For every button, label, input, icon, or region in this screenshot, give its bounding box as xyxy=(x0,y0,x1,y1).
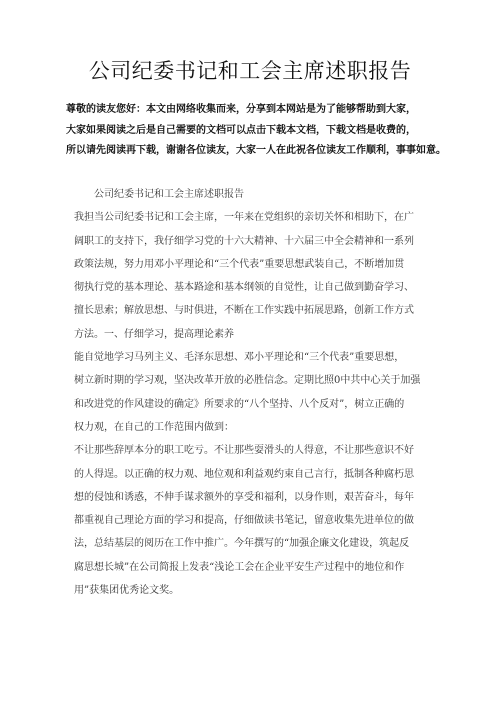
paragraph-line: 我担当公司纪委书记和工会主席，一年来在党组织的亲切关怀和相助下，在广 xyxy=(74,212,414,224)
notice-line: 尊敬的读友您好：本文由网络收集而来，分享到本网站是为了能够帮助到大家， xyxy=(66,104,416,115)
paragraph-line: 能自觉地学习马列主义、毛泽东思想、邓小平理论和“三个代表”重要思想， xyxy=(74,352,405,364)
paragraph-line: 彻执行党的基本理论、基本路途和基本纲领的自觉性，让自己做到勤奋学习、 xyxy=(74,282,414,294)
paragraph-line: 擅长思索；解放思想、与时俱进，不断在工作实践中拓展思路，创新工作方式 xyxy=(74,305,414,317)
paragraph-line: 和改进党的作风建设的确定》所要求的“八个坚持、八个反对”，树立正确的 xyxy=(74,398,405,410)
paragraph-line: 权力观，在自己的工作范围内做到： xyxy=(74,421,234,433)
paragraph-line: 都重视自己理论方面的学习和提高，仔细做读书笔记，留意收集先进单位的做 xyxy=(74,515,414,527)
paragraph-line: 的人得逞。以正确的权力观、地位观和利益观约束自己言行，抵制各种腐朽思 xyxy=(74,468,414,480)
paragraph-line: 不让那些辞厚本分的职工吃亏。不让那些耍滑头的人得意，不让那些意识不好 xyxy=(74,445,414,457)
download-notice xyxy=(66,100,446,162)
paragraph-line: 腐思想长城”在公司简报上发表“浅论工会在企业平安生产过程中的地位和作 xyxy=(74,561,405,573)
notice-line: 大家如果阅读之后是自己需要的文档可以点击下载本文档，下载文档是收费的， xyxy=(66,124,416,136)
report-subtitle: 公司纪委书记和工会主席述职报告 xyxy=(94,189,244,200)
notice-line: 所以请先阅读再下载，谢谢各位读友，大家一人在此祝各位读友工作顺利，事事如意。 xyxy=(66,145,446,156)
document-title: 公司纪委书记和工会主席述职报告 xyxy=(88,59,412,83)
report-body xyxy=(74,183,436,602)
paragraph-line: 法，总结基层的阅历在工作中推广。今年撰写的“加强企廉文化建设，筑起反 xyxy=(74,538,410,550)
paragraph-line: 树立新时期的学习观，坚决改革开放的必胜信念。定期比照0中共中心关于加强 xyxy=(74,375,421,387)
paragraph-line: 政策法规，努力用邓小平理论和“三个代表”重要思想武装自己，不断增加贯 xyxy=(74,258,405,270)
paragraph-line: 用”获集团优秀论文奖。 xyxy=(74,585,180,597)
paragraph-line: 方法。一、仔细学习，提高理论素养 xyxy=(74,328,234,340)
paragraph-line: 阔职工的支持下，我仔细学习党的十六大精神、十六届三中全会精神和一系列 xyxy=(74,235,414,247)
paragraph-line: 想的侵蚀和诱惑，不伸手谋求额外的享受和福利，以身作则，艰苦奋斗，每年 xyxy=(74,491,414,503)
